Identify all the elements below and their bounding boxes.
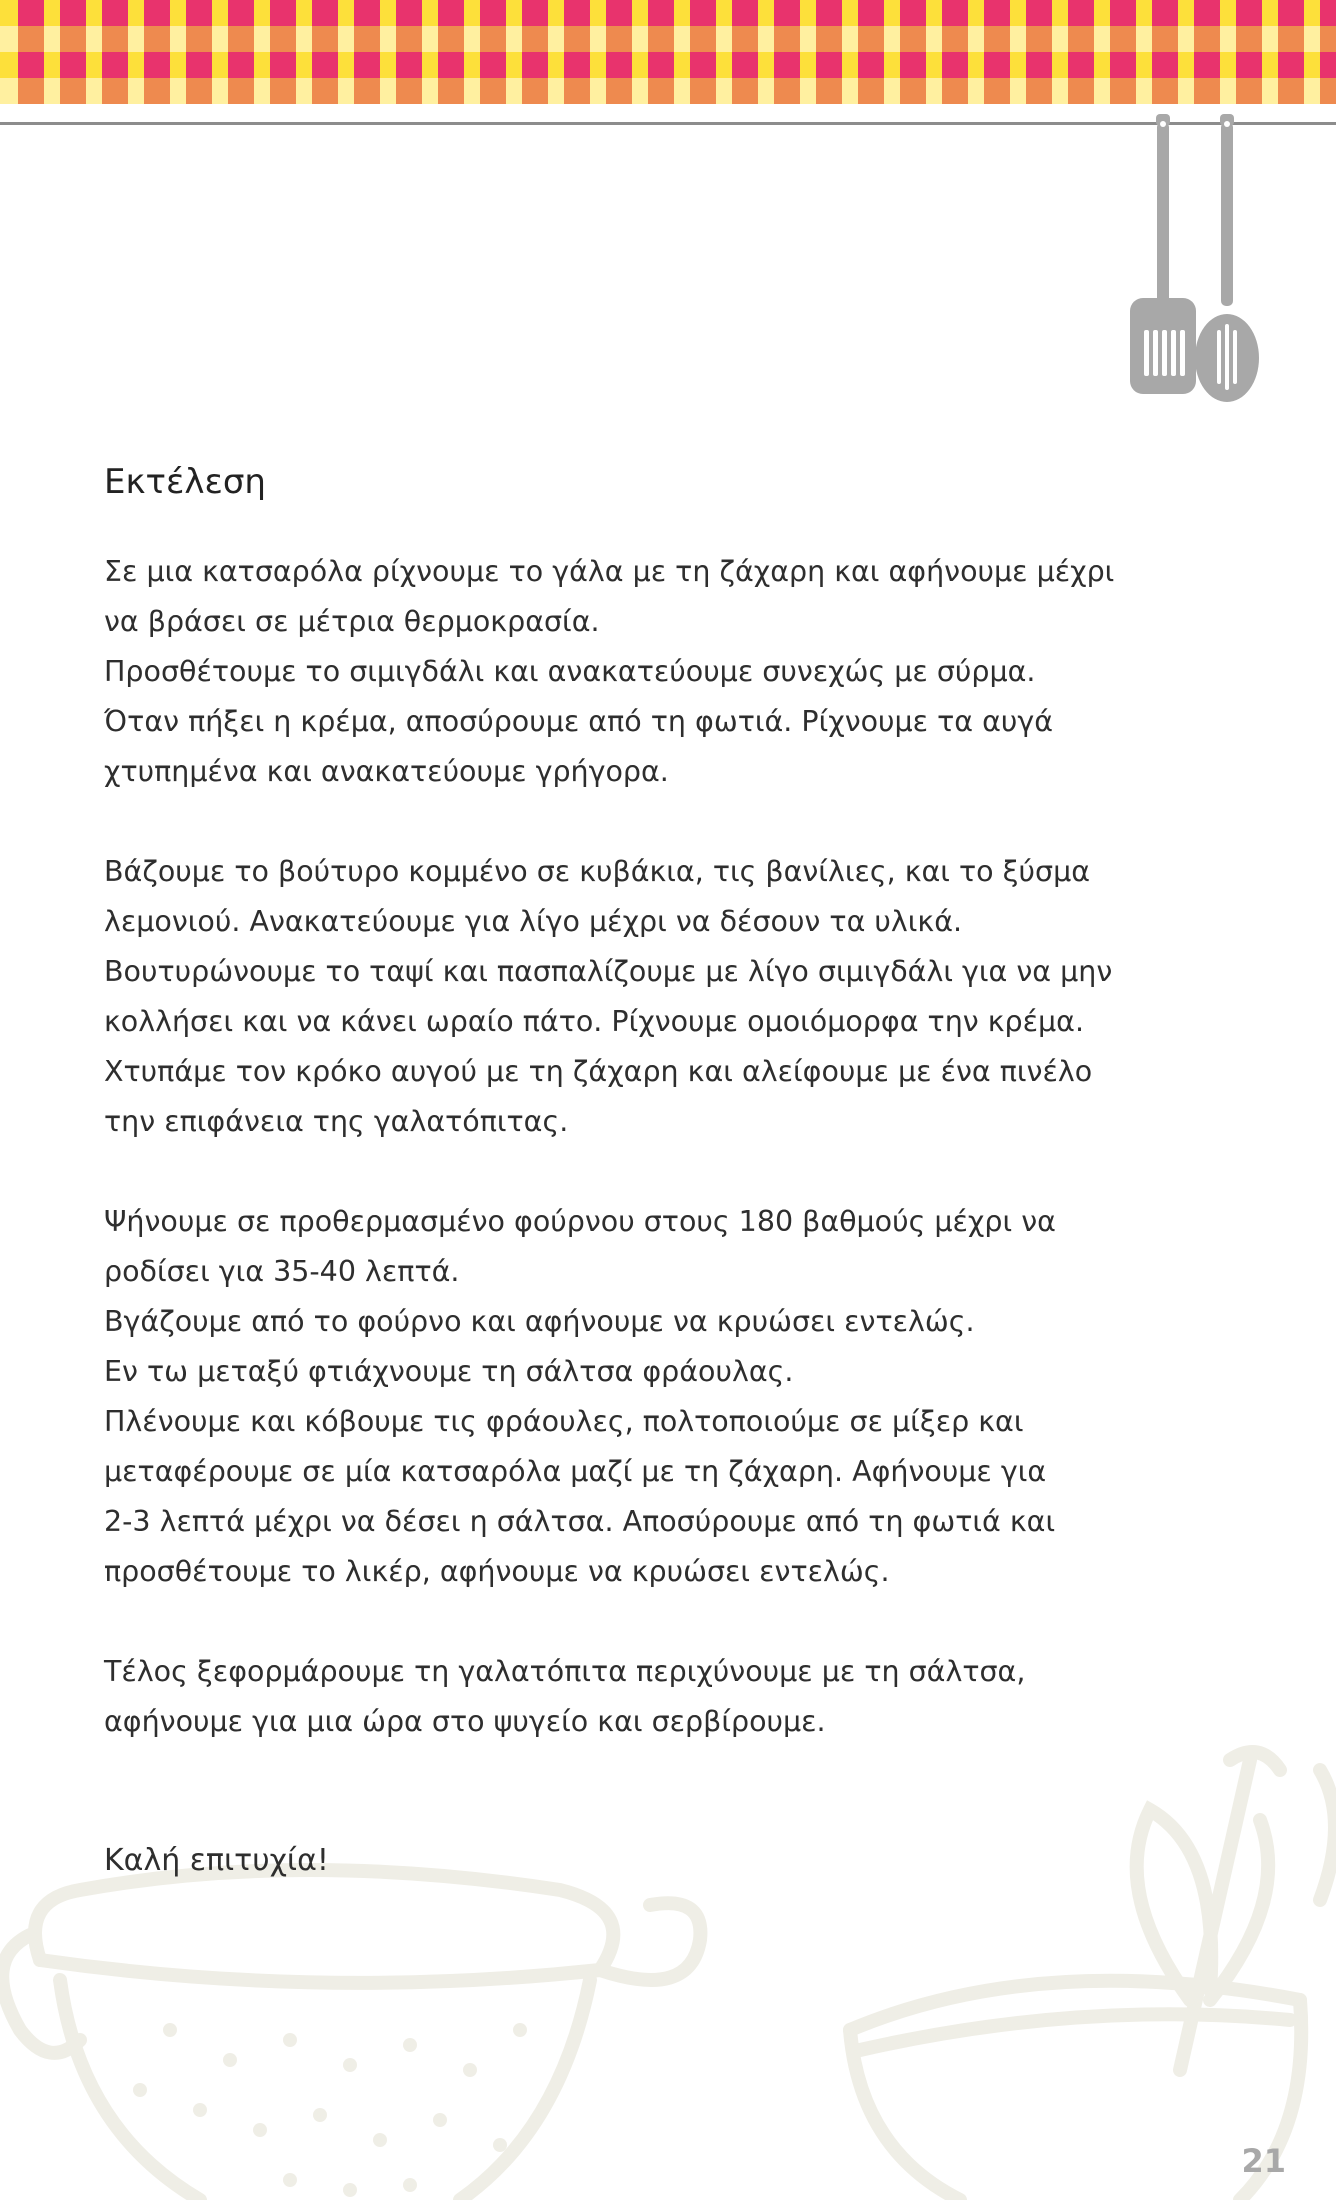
tablecloth-check	[648, 78, 674, 104]
mixing-bowl-icon	[850, 1752, 1335, 2200]
tablecloth-check	[1194, 26, 1220, 52]
tablecloth-check	[522, 52, 548, 78]
tablecloth-check	[354, 78, 380, 104]
tablecloth-check	[858, 26, 884, 52]
tablecloth-check	[18, 26, 44, 52]
text-line: Βουτυρώνουμε το ταψί και πασπαλίζουμε με λίγο σιμιγδάλι για να μην	[104, 955, 1113, 988]
tablecloth-check	[480, 52, 506, 78]
text-line: προσθέτουμε το λικέρ, αφήνουμε να κρυώσει εντελώς.	[104, 1555, 890, 1588]
tablecloth-check	[1110, 26, 1136, 52]
tablecloth-check	[1194, 78, 1220, 104]
tablecloth-check	[312, 52, 338, 78]
page-number: 21	[1241, 2142, 1286, 2180]
tablecloth-check	[984, 78, 1010, 104]
text-line: Πλένουμε και κόβουμε τις φράουλες, πολτοποιούμε σε μίξερ και	[104, 1405, 1024, 1438]
tablecloth-check	[354, 0, 380, 26]
paragraph-3	[104, 1197, 1184, 1597]
tablecloth-check	[1152, 0, 1178, 26]
tablecloth-check	[816, 0, 842, 26]
tablecloth-pattern	[0, 0, 1336, 108]
tablecloth-check	[900, 52, 926, 78]
paragraph-2	[104, 847, 1184, 1147]
tablecloth-check	[522, 78, 548, 104]
tablecloth-check	[690, 26, 716, 52]
tablecloth-check	[942, 26, 968, 52]
tablecloth-check	[60, 0, 86, 26]
tablecloth-check	[942, 0, 968, 26]
tablecloth-check	[732, 26, 758, 52]
tablecloth-check	[1236, 0, 1262, 26]
tablecloth-check	[1026, 0, 1052, 26]
tablecloth-check	[648, 26, 674, 52]
tablecloth-check	[606, 0, 632, 26]
tablecloth-check	[144, 78, 170, 104]
tablecloth-check	[690, 52, 716, 78]
tablecloth-check	[1152, 78, 1178, 104]
tablecloth-check	[900, 78, 926, 104]
tablecloth-check	[396, 52, 422, 78]
tablecloth-check	[816, 78, 842, 104]
text-line: κολλήσει και να κάνει ωραίο πάτο. Ρίχνουμε ομοιόμορφα την κρέμα.	[104, 1005, 1085, 1038]
text-line: 2-3 λεπτά μέχρι να δέσει η σάλτσα. Αποσύρουμε από τη φωτιά και	[104, 1505, 1056, 1538]
tablecloth-check	[564, 0, 590, 26]
text-line: Εν τω μεταξύ φτιάχνουμε τη σάλτσα φράουλας.	[104, 1355, 794, 1388]
tablecloth-check	[186, 26, 212, 52]
tablecloth-check	[900, 0, 926, 26]
closing-wish: Καλή επιτυχία!	[104, 1843, 329, 1878]
tablecloth-check	[438, 52, 464, 78]
text-line: Βάζουμε το βούτυρο κομμένο σε κυβάκια, τις βανίλιες, και το ξύσμα	[104, 855, 1091, 888]
tablecloth-check	[270, 0, 296, 26]
tablecloth-check	[18, 78, 44, 104]
tablecloth-check	[1236, 26, 1262, 52]
tablecloth-check	[186, 52, 212, 78]
tablecloth-check	[858, 0, 884, 26]
tablecloth-check	[1026, 52, 1052, 78]
tablecloth-check	[396, 26, 422, 52]
tablecloth-check	[942, 52, 968, 78]
tablecloth-check	[228, 0, 254, 26]
tablecloth-check	[1236, 52, 1262, 78]
tablecloth-check	[732, 0, 758, 26]
tablecloth-check	[1068, 0, 1094, 26]
tablecloth-check	[732, 52, 758, 78]
tablecloth-check	[396, 0, 422, 26]
tablecloth-check	[186, 78, 212, 104]
tablecloth-check	[522, 0, 548, 26]
tablecloth-check	[648, 52, 674, 78]
text-line: λεμονιού. Ανακατεύουμε για λίγο μέχρι να δέσουν τα υλικά.	[104, 905, 963, 938]
paragraph-1	[104, 547, 1184, 797]
tablecloth-check	[1278, 78, 1304, 104]
tablecloth-check	[102, 78, 128, 104]
tablecloth-check	[1068, 52, 1094, 78]
tablecloth-check	[774, 0, 800, 26]
text-line: Ψήνουμε σε προθερμασμένο φούρνου στους 180 βαθμούς μέχρι να	[104, 1205, 1056, 1238]
text-line: Όταν πήξει η κρέμα, αποσύρουμε από τη φωτιά. Ρίχνουμε τα αυγά	[104, 705, 1054, 738]
tablecloth-check	[270, 52, 296, 78]
tablecloth-check	[1278, 26, 1304, 52]
tablecloth-check	[396, 78, 422, 104]
tablecloth-check	[438, 26, 464, 52]
tablecloth-check	[858, 52, 884, 78]
tablecloth-check	[1110, 78, 1136, 104]
tablecloth-check	[1278, 52, 1304, 78]
tablecloth-check	[102, 52, 128, 78]
tablecloth-check	[438, 0, 464, 26]
tablecloth-check	[438, 78, 464, 104]
text-line: την επιφάνεια της γαλατόπιτας.	[104, 1105, 569, 1138]
tablecloth-check	[1194, 0, 1220, 26]
text-line: Σε μια κατσαρόλα ρίχνουμε το γάλα με τη ζάχαρη και αφήνουμε μέχρι	[104, 555, 1115, 588]
text-line: Τέλος ξεφορμάρουμε τη γαλατόπιτα περιχύνουμε με τη σάλτσα,	[104, 1655, 1026, 1688]
tablecloth-check	[1320, 26, 1336, 52]
tablecloth-check	[60, 52, 86, 78]
tablecloth-check	[690, 78, 716, 104]
tablecloth-check	[564, 78, 590, 104]
tablecloth-check	[564, 26, 590, 52]
tablecloth-check	[942, 78, 968, 104]
tablecloth-check	[228, 26, 254, 52]
spatula-icon	[1130, 114, 1196, 394]
tablecloth-check	[480, 26, 506, 52]
tablecloth-check	[144, 52, 170, 78]
text-line: να βράσει σε μέτρια θερμοκρασία.	[104, 605, 600, 638]
tablecloth-check	[774, 26, 800, 52]
tablecloth-check	[186, 0, 212, 26]
tablecloth-check	[1152, 26, 1178, 52]
tablecloth-check	[312, 0, 338, 26]
tablecloth-check	[228, 52, 254, 78]
text-line: ροδίσει για 35-40 λεπτά.	[104, 1255, 460, 1288]
text-line: Χτυπάμε τον κρόκο αυγού με τη ζάχαρη και αλείφουμε με ένα πινέλο	[104, 1055, 1093, 1088]
text-line: αφήνουμε για μια ώρα στο ψυγείο και σερβίρουμε.	[104, 1705, 826, 1738]
tablecloth-check	[480, 78, 506, 104]
tablecloth-check	[984, 26, 1010, 52]
paragraph-4	[104, 1647, 1184, 1747]
instructions	[104, 547, 1184, 1797]
tablecloth-check	[606, 78, 632, 104]
tablecloth-check	[1068, 78, 1094, 104]
tablecloth-check	[522, 26, 548, 52]
tablecloth-check	[480, 0, 506, 26]
tablecloth-check	[774, 78, 800, 104]
tablecloth-check	[984, 52, 1010, 78]
colander-holes	[133, 2023, 527, 2197]
tablecloth-check	[18, 0, 44, 26]
colander-icon	[2, 1870, 700, 2200]
tablecloth-check	[732, 78, 758, 104]
tablecloth-check	[564, 52, 590, 78]
tablecloth-check	[1320, 0, 1336, 26]
tablecloth-check	[816, 26, 842, 52]
slotted-spoon-icon	[1195, 114, 1259, 402]
tablecloth-check	[774, 52, 800, 78]
text-line: χτυπημένα και ανακατεύουμε γρήγορα.	[104, 755, 669, 788]
tablecloth-check	[102, 26, 128, 52]
tablecloth-check	[60, 78, 86, 104]
tablecloth-check	[354, 52, 380, 78]
tablecloth-check	[606, 26, 632, 52]
tablecloth-check	[984, 0, 1010, 26]
tablecloth-check	[102, 0, 128, 26]
tablecloth-check	[900, 26, 926, 52]
tablecloth-check	[1026, 26, 1052, 52]
text-line: Προσθέτουμε το σιμιγδάλι και ανακατεύουμε συνεχώς με σύρμα.	[104, 655, 1036, 688]
tablecloth-check	[228, 78, 254, 104]
tablecloth-check	[1068, 26, 1094, 52]
tablecloth-check	[816, 52, 842, 78]
text-line: μεταφέρουμε σε μία κατσαρόλα μαζί με τη ζάχαρη. Αφήνουμε για	[104, 1455, 1047, 1488]
tablecloth-check	[354, 26, 380, 52]
tablecloth-check	[270, 26, 296, 52]
tablecloth-check	[1320, 52, 1336, 78]
tablecloth-check	[1236, 78, 1262, 104]
tablecloth-check	[18, 52, 44, 78]
tablecloth-check	[144, 26, 170, 52]
text-line: Βγάζουμε από το φούρνο και αφήνουμε να κρυώσει εντελώς.	[104, 1305, 975, 1338]
tablecloth-check	[144, 0, 170, 26]
tablecloth-check	[648, 0, 674, 26]
tablecloth-check	[858, 78, 884, 104]
tablecloth-check	[312, 78, 338, 104]
tablecloth-check	[690, 0, 716, 26]
tablecloth-check	[1194, 52, 1220, 78]
utensils-icon	[1120, 108, 1270, 408]
tablecloth-check	[1026, 78, 1052, 104]
tablecloth-check	[60, 26, 86, 52]
tablecloth-check	[270, 78, 296, 104]
tablecloth-check	[312, 26, 338, 52]
tablecloth-check	[1110, 52, 1136, 78]
section-title: Εκτέλεση	[104, 462, 266, 502]
tablecloth-check	[1152, 52, 1178, 78]
tablecloth-check	[1320, 78, 1336, 104]
tablecloth-check	[1110, 0, 1136, 26]
tablecloth-check	[1278, 0, 1304, 26]
tablecloth-check	[606, 52, 632, 78]
